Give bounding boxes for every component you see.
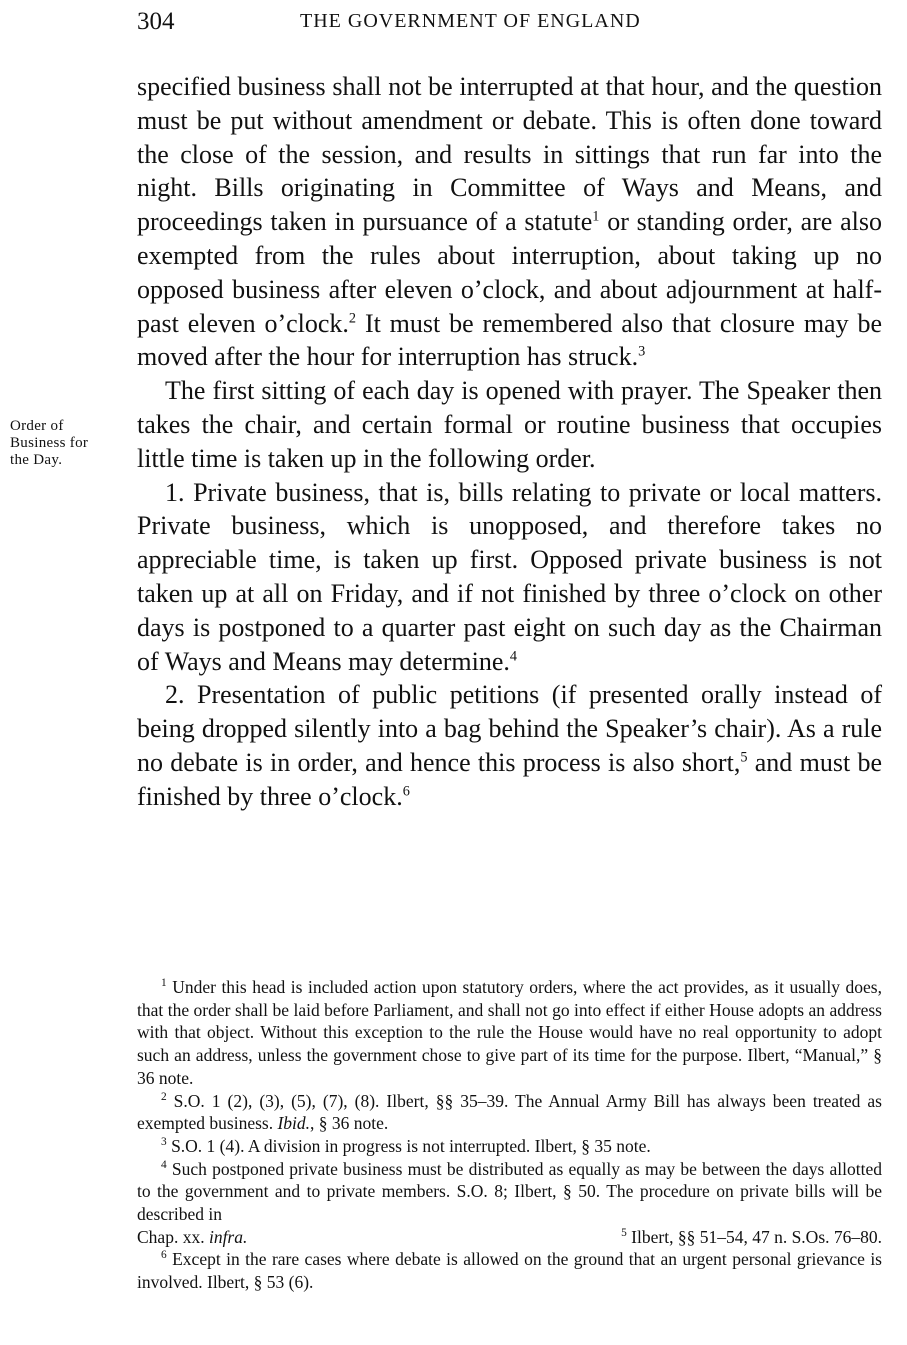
footnote-ref-6: 6 — [402, 783, 410, 800]
footnote-5 — [621, 1226, 882, 1249]
text-run: or standing order, are also exempted from the rules about interruption, about taking up no opposed business after eleven o’clock, and about adjournment at half-past eleven o’clock. — [137, 207, 882, 338]
footnote-2 — [137, 1090, 882, 1135]
footnote-italic: Ibid. — [277, 1113, 311, 1134]
sidenote-line: Business for — [10, 435, 89, 451]
paragraph-interruption-exemptions — [137, 70, 882, 374]
footnote-ref-2: 2 — [348, 309, 357, 326]
footnote-ref-5: 5 — [740, 749, 748, 766]
text-run: and must be finished by three o’clock. — [137, 747, 882, 811]
sidenote-line: Order of — [10, 418, 64, 434]
footnotes — [137, 976, 882, 1294]
footnote-text: Such postponed private business must be distributed as equally as may be between the days allotted to the government and to private members. S.O. 8; Ilbert, § 50. The procedure on private bills will be described in — [137, 1158, 882, 1225]
margin-sidenote — [10, 418, 130, 469]
paragraph-private-business — [137, 476, 882, 679]
footnote-mark: 6 — [161, 1249, 167, 1262]
paragraph-order-of-business: The first sitting of each day is opened with prayer. The Speaker then takes the chair, and certain formal or routine business that occupies little time is taken up in the following order. — [137, 376, 882, 473]
page-number: 304 — [137, 8, 175, 35]
footnote-text: Ilbert, §§ 51–54, 47 n. S.Os. 76–80. — [626, 1226, 882, 1247]
text-run: specified business shall not be interrupted at that hour, and the question must be put without amendment or debate. This is often done toward the close of the session, and results in sittings that run far into the night. Bills originating in Committee of Ways and Means, and proceedings taken in pursuance of a statute — [137, 72, 882, 237]
footnote-mark: 4 — [161, 1158, 167, 1171]
footnote-ref-3: 3 — [638, 343, 646, 360]
footnote-6 — [137, 1248, 882, 1293]
text-run: 2. Presentation of public petitions (if presented orally instead of being dropped silently into a bag behind the Speaker’s chair). As a rule no debate is in order, and hence this process is also short, — [137, 680, 882, 777]
footnote-text: S.O. 1 (2), (3), (5), (7), (8). Ilbert, §§ 35–39. The Annual Army Bill has always been treated as exempted business. — [137, 1090, 882, 1134]
running-head: THE GOVERNMENT OF ENGLAND — [300, 10, 641, 32]
text-run: 1. Private business, that is, bills relating to private or local matters. Private business, which is unopposed, and therefore takes no appreciable time, is taken up first. Opposed private business is not taken up at all on Friday, and if not finished by three o’clock on other days is postponed to a quarter past eight on such day as the Chairman of Ways and Means may determine. — [137, 477, 882, 676]
footnote-mark: 2 — [161, 1090, 167, 1103]
footnote-ref-4: 4 — [509, 647, 518, 664]
footnote-3 — [137, 1135, 882, 1158]
footnote-mark: 5 — [621, 1226, 627, 1239]
footnote-4-tail — [137, 1226, 247, 1249]
footnote-4-5-shared-line — [137, 1226, 882, 1249]
footnote-mark: 1 — [161, 977, 167, 990]
footnote-1 — [137, 976, 882, 1090]
footnote-mark: 3 — [161, 1136, 167, 1149]
footnote-text: S.O. 1 (4). A division in progress is not interrupted. Ilbert, § 35 note. — [166, 1135, 651, 1156]
footnote-italic: infra. — [208, 1226, 248, 1247]
footnote-text: , § 36 note. — [310, 1113, 389, 1134]
paragraph-public-petitions — [137, 678, 882, 813]
sidenote-line: the Day. — [10, 452, 63, 468]
footnote-4 — [137, 1158, 882, 1226]
body-text — [137, 70, 882, 814]
footnote-text: Except in the rare cases where debate is allowed on the ground that an urgent personal grievance is involved. Ilbert, § 53 (6). — [137, 1249, 882, 1293]
text-run: It must be remembered also that closure may be moved after the hour for interruption has struck. — [137, 308, 883, 372]
footnote-ref-1: 1 — [592, 208, 600, 225]
footnote-text: Under this head is included action upon statutory orders, where the act provides, as it usually does, that the order shall be laid before Parliament, and shall not go into effect if either House adopts an address with that object. Without this exception to the rule the House would have no real opportunity to adopt such an address, unless the government chose to give part of its time for the purpose. Ilbert, “Manual,” § 36 note. — [137, 977, 882, 1088]
footnote-text: Chap. xx. — [137, 1226, 209, 1247]
